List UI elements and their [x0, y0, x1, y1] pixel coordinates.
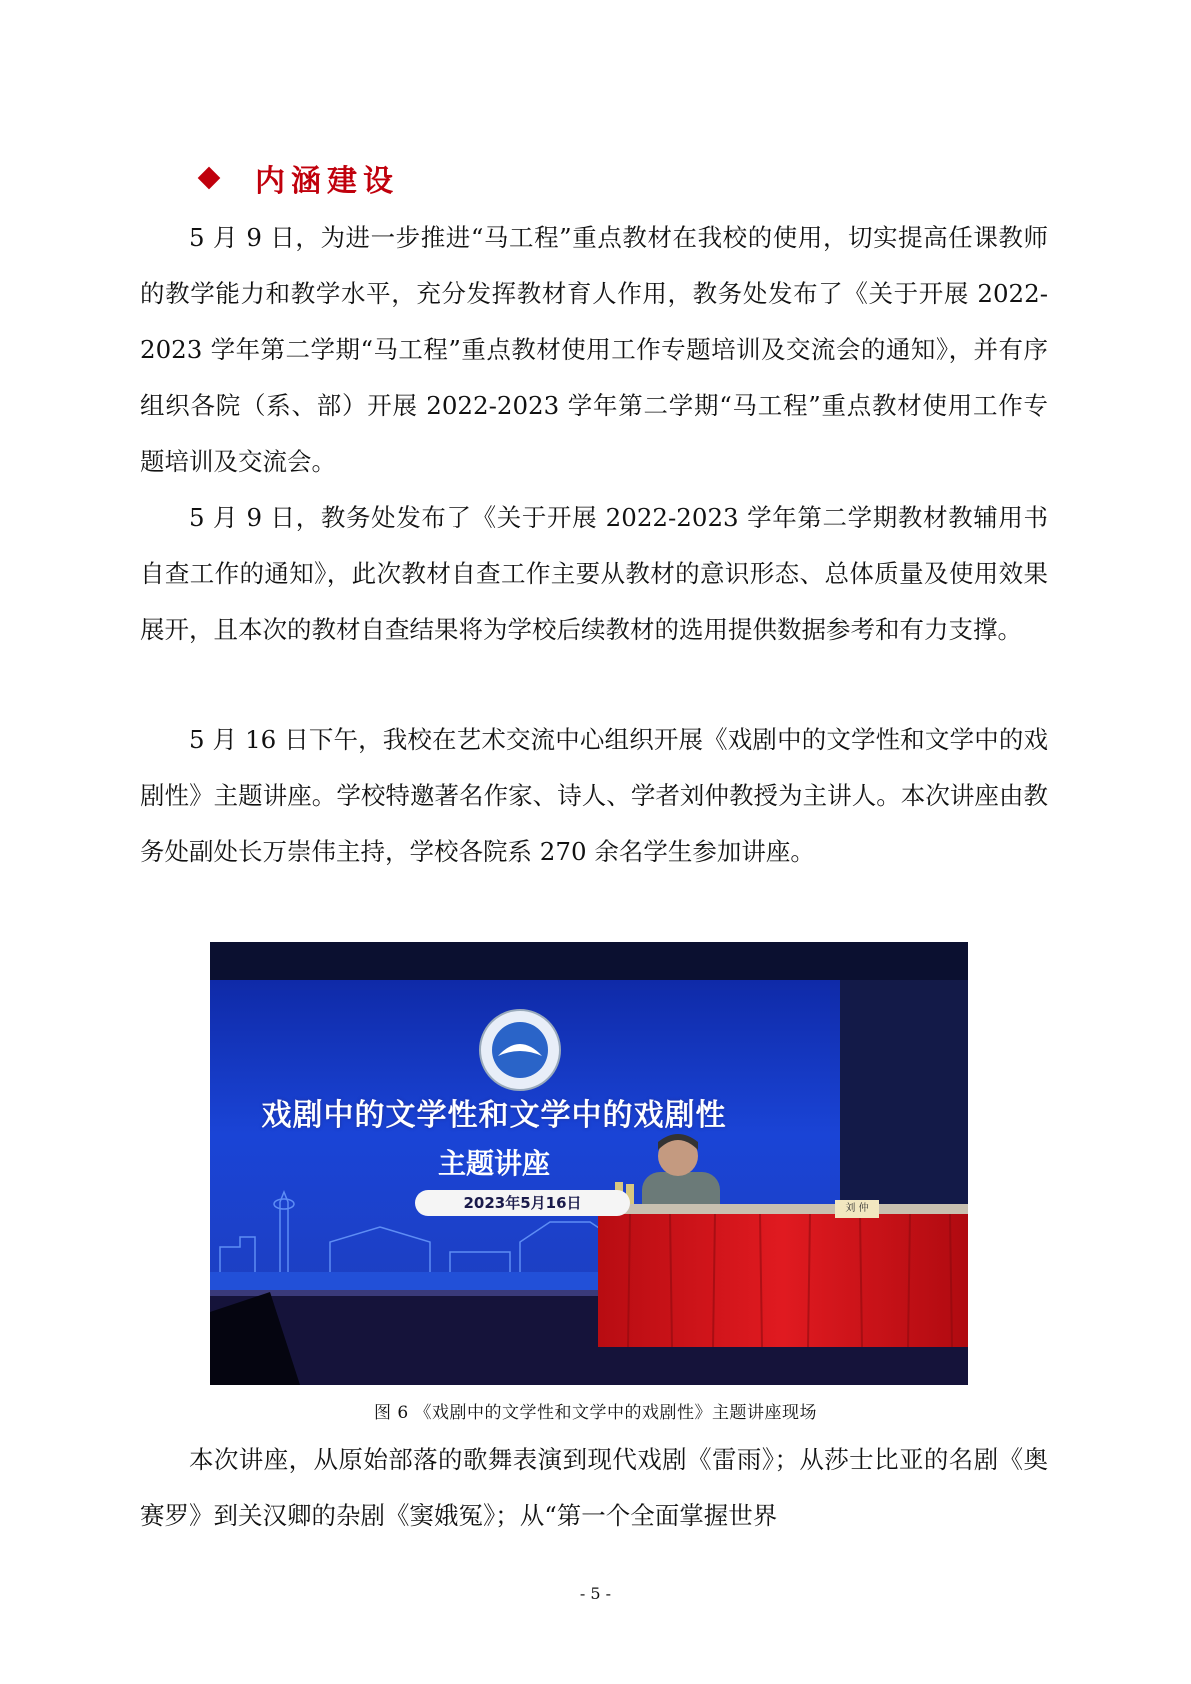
photo-caption: 图 6 《戏剧中的文学性和文学中的戏剧性》主题讲座现场 — [373, 1403, 818, 1423]
diamond-bullet-icon — [198, 167, 221, 190]
school-emblem-icon — [480, 1010, 560, 1090]
speaker-nameplate: 刘 仲 — [835, 1200, 879, 1218]
paragraph-lecture-content: 本次讲座，从原始部落的歌舞表演到现代戏剧《雷雨》；从莎士比亚的名剧《奥赛罗》到关汉卿的杂剧《窦娥冤》；从“第一个全面掌握世界 — [140, 1445, 1048, 1530]
banner-subtitle: 主题讲座 — [437, 1147, 550, 1180]
page-number: - 5 - — [579, 1584, 612, 1603]
banner-title: 戏剧中的文学性和文学中的戏剧性 — [261, 1098, 727, 1133]
section-heading — [195, 158, 399, 198]
paragraph-lecture-announcement: 5 月 16 日下午，我校在艺术交流中心组织开展《戏剧中的文学性和文学中的戏剧性》主题讲座。学校特邀著名作家、诗人、学者刘仲教授为主讲人。本次讲座由教务处副处长万崇伟主持，学校各院系 270 余名学生参加讲座。 — [140, 725, 1048, 866]
lecture-photo — [210, 942, 968, 1385]
section-title: 内涵建设 — [255, 164, 399, 199]
banner-date: 2023年5月16日 — [415, 1190, 630, 1216]
paragraph-textbook-training: 5 月 9 日，为进一步推进“马工程”重点教材在我校的使用，切实提高任课教师的教学能力和教学水平，充分发挥教材育人作用，教务处发布了《关于开展 2022-2023 学年第二学期“马工程”重点教材使用工作专题培训及交流会的通知》，并有序组织各院（系、部）开展 2022-2023 学年第二学期“马工程”重点教材使用工作专题培训及交流会。 — [140, 223, 1048, 476]
paragraph-textbook-self-check: 5 月 9 日，教务处发布了《关于开展 2022-2023 学年第二学期教材教辅用书自查工作的通知》，此次教材自查工作主要从教材的意识形态、总体质量及使用效果展开，且本次的教材自查结果将为学校后续教材的选用提供数据参考和有力支撑。 — [140, 503, 1048, 644]
